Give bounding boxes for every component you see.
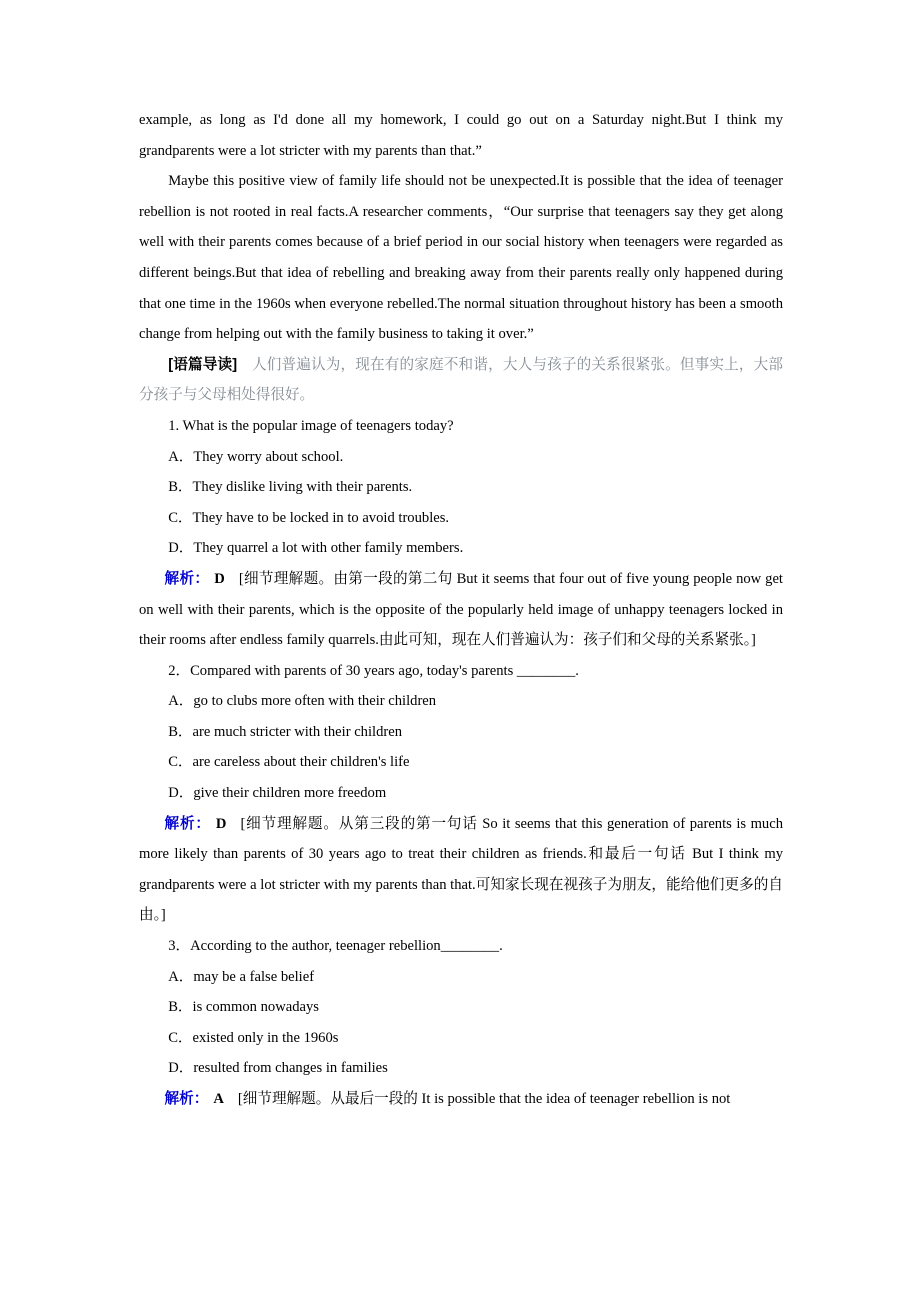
question-stem: 3．According to the author, teenager rebellion________. [168, 938, 503, 955]
option-item: C．They have to be locked in to avoid troubles. [168, 509, 450, 526]
option-item: B．are much stricter with their children [168, 723, 403, 740]
passage-paragraph: Maybe this positive view of family life should not be unexpected.It is possible that the idea of teenager rebellion is not rooted in real facts.A researcher comments，“Our surprise that teenagers say they get along well with their parents comes because of a brief period in our social history when teenagers were regarded as different beings.But that idea of rebelling and breaking away from their parents really only happened during that one time in the 1960s when everyone rebelled.The normal situation throughout history has been a smooth change from helping out with the family business to taking it over.” [139, 173, 783, 343]
answer-letter: D [215, 815, 227, 832]
option-item: D．give their children more freedom [168, 785, 387, 802]
option-item: A．They worry about school. [168, 448, 344, 465]
option-item: C．existed only in the 1960s [168, 1029, 339, 1046]
option-item: B．They dislike living with their parents. [168, 479, 413, 496]
analysis-text: [细节理解题。从第三段的第一句话 So it seems that this generation of parents is much more likely than parents of 30 years ago to treat their children as friends.和最后一句话 But I think my grandparents were a lot stricter with my parents than that.可知家长现在视孩子为朋友，能给他们更多的自由。] [139, 815, 783, 924]
option-item: D．resulted from changes in families [168, 1060, 388, 1077]
guide-text: 人们普遍认为，现在有的家庭不和谐，大人与孩子的关系很紧张。但事实上，大部分孩子与父母相处得很好。 [139, 356, 783, 404]
guide-section [139, 350, 783, 411]
question-stem: 1. What is the popular image of teenagers today? [168, 417, 454, 434]
answer-letter: D [214, 570, 225, 587]
option-item: A．go to clubs more often with their children [168, 693, 437, 710]
option-item: A．may be a false belief [168, 968, 315, 985]
guide-label: [语篇导读] [168, 356, 238, 373]
question-stem: 2．Compared with parents of 30 years ago, today's parents ________. [168, 662, 579, 679]
option-item: B．is common nowadays [168, 999, 319, 1016]
option-item: D．They quarrel a lot with other family members. [168, 540, 464, 557]
analysis-label: 解析： [164, 815, 211, 832]
passage-paragraph-continuation: example, as long as I'd done all my homework, I could go out on a Saturday night.But I think my grandparents were a lot stricter with my parents than that.” [139, 112, 783, 159]
analysis-text: [细节理解题。由第一段的第二句 But it seems that four out of five young people now get on well with their parents, which is the opposite of the popularly held image of unhappy teenagers locked in their rooms after endless family quarrels.由此可知，现在人们普遍认为：孩子们和父母的关系紧张。] [139, 570, 783, 649]
option-item: C．are careless about their children's life [168, 754, 410, 771]
analysis-label: 解析： [164, 570, 210, 587]
answer-letter: A [213, 1091, 224, 1107]
analysis-block [139, 564, 783, 656]
analysis-block [139, 1084, 783, 1115]
analysis-text: [细节理解题。从最后一段的 It is possible that the idea of teenager rebellion is not [237, 1091, 731, 1107]
analysis-label: 解析： [164, 1091, 209, 1107]
document-content [139, 105, 783, 1115]
analysis-block [139, 809, 783, 931]
